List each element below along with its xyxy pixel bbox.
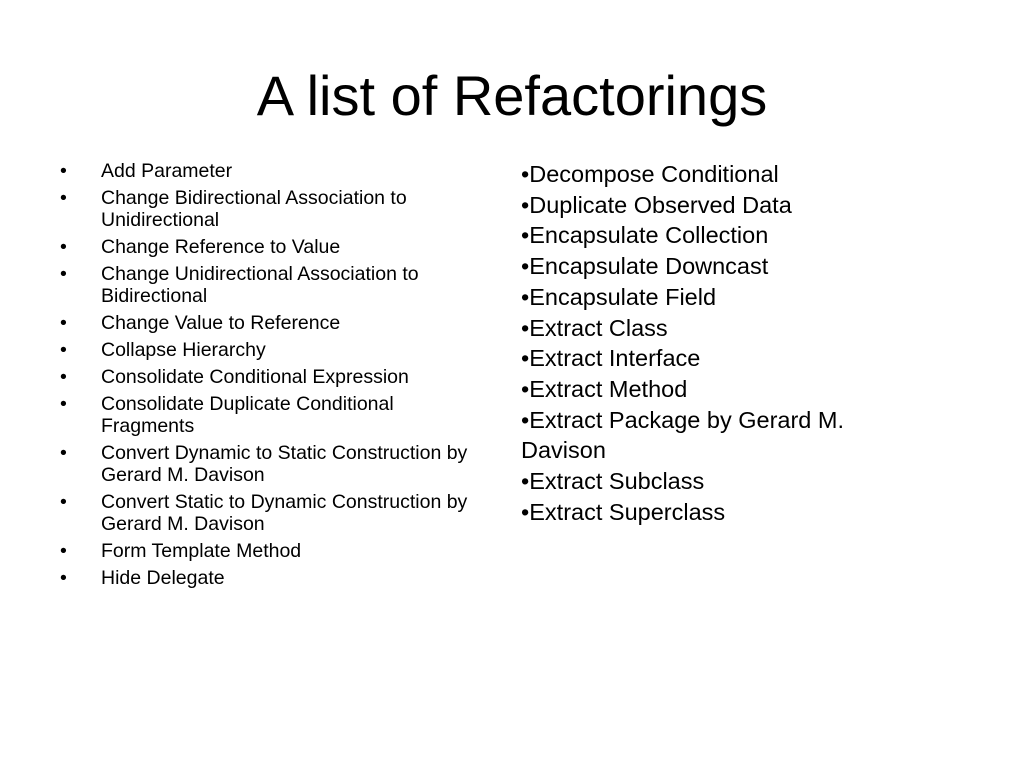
bullet: • xyxy=(60,366,67,388)
bullet: • xyxy=(521,498,530,525)
list-item xyxy=(521,282,901,313)
bullet: • xyxy=(60,339,67,361)
list-item-text: Form Template Method xyxy=(101,540,302,562)
list-item xyxy=(521,190,901,221)
list-item-text: Encapsulate Downcast xyxy=(529,253,769,280)
list-item-text: Convert Dynamic to Static Construction by Gerard M. Davison xyxy=(101,442,468,486)
list-item xyxy=(521,466,901,497)
bullet: • xyxy=(521,468,530,495)
bullet: • xyxy=(60,263,67,285)
right-refactoring-list xyxy=(521,159,901,527)
list-item-text: Change Unidirectional Association to Bidirectional xyxy=(101,263,419,307)
list-item xyxy=(60,263,480,307)
bullet: • xyxy=(60,442,67,464)
bullet: • xyxy=(60,567,67,589)
list-item-text: Change Value to Reference xyxy=(101,312,341,334)
list-item-text: Extract Class xyxy=(529,314,668,341)
list-item-text: Change Bidirectional Association to Unidirectional xyxy=(101,187,407,231)
list-item xyxy=(60,442,480,486)
list-item xyxy=(60,236,480,258)
list-item xyxy=(60,187,480,231)
list-item-text: Consolidate Duplicate Conditional Fragments xyxy=(101,393,394,437)
list-item-text: Extract Package by Gerard M. Davison xyxy=(521,406,844,464)
list-item xyxy=(60,160,480,182)
list-item xyxy=(60,312,480,334)
bullet: • xyxy=(521,406,530,433)
bullet: • xyxy=(521,191,530,218)
bullet: • xyxy=(60,312,67,334)
list-item xyxy=(60,567,480,589)
list-item-text: Extract Interface xyxy=(529,345,701,372)
list-item-text: Extract Method xyxy=(529,375,688,402)
list-item xyxy=(60,540,480,562)
list-item xyxy=(521,220,901,251)
list-item xyxy=(521,405,901,466)
list-item-text: Duplicate Observed Data xyxy=(529,191,792,218)
bullet: • xyxy=(60,236,67,258)
list-item xyxy=(521,313,901,344)
list-item-text: Extract Superclass xyxy=(529,498,726,525)
bullet: • xyxy=(521,161,530,187)
list-item xyxy=(521,159,901,190)
list-item xyxy=(521,497,901,528)
bullet: • xyxy=(521,314,530,341)
bullet: • xyxy=(60,393,67,415)
bullet: • xyxy=(521,283,530,310)
bullet: • xyxy=(60,160,67,182)
bullet: • xyxy=(521,345,530,372)
list-item-text: Convert Static to Dynamic Construction by Gerard M. Davison xyxy=(101,491,468,535)
list-item xyxy=(521,343,901,374)
bullet: • xyxy=(60,540,67,562)
list-item-text: Change Reference to Value xyxy=(101,236,341,258)
list-item-text: Encapsulate Collection xyxy=(529,222,769,249)
list-item-text: Add Parameter xyxy=(101,160,233,182)
list-item xyxy=(60,339,480,361)
list-item xyxy=(60,491,480,535)
list-item xyxy=(521,374,901,405)
list-item-text: Hide Delegate xyxy=(101,567,225,589)
list-item-text: Consolidate Conditional Expression xyxy=(101,366,409,388)
bullet: • xyxy=(521,253,530,280)
list-item-text: Decompose Conditional xyxy=(529,161,779,187)
list-item-text: Collapse Hierarchy xyxy=(101,339,266,361)
bullet: • xyxy=(60,187,67,209)
bullet: • xyxy=(521,222,530,249)
list-item-text: Extract Subclass xyxy=(529,468,705,495)
list-item xyxy=(521,251,901,282)
list-item-text: Encapsulate Field xyxy=(529,283,717,310)
list-item xyxy=(60,393,480,437)
bullet: • xyxy=(60,491,67,513)
left-refactoring-list xyxy=(60,160,480,594)
slide-title: A list of Refactorings xyxy=(256,64,768,127)
list-item xyxy=(60,366,480,388)
bullet: • xyxy=(521,375,530,402)
